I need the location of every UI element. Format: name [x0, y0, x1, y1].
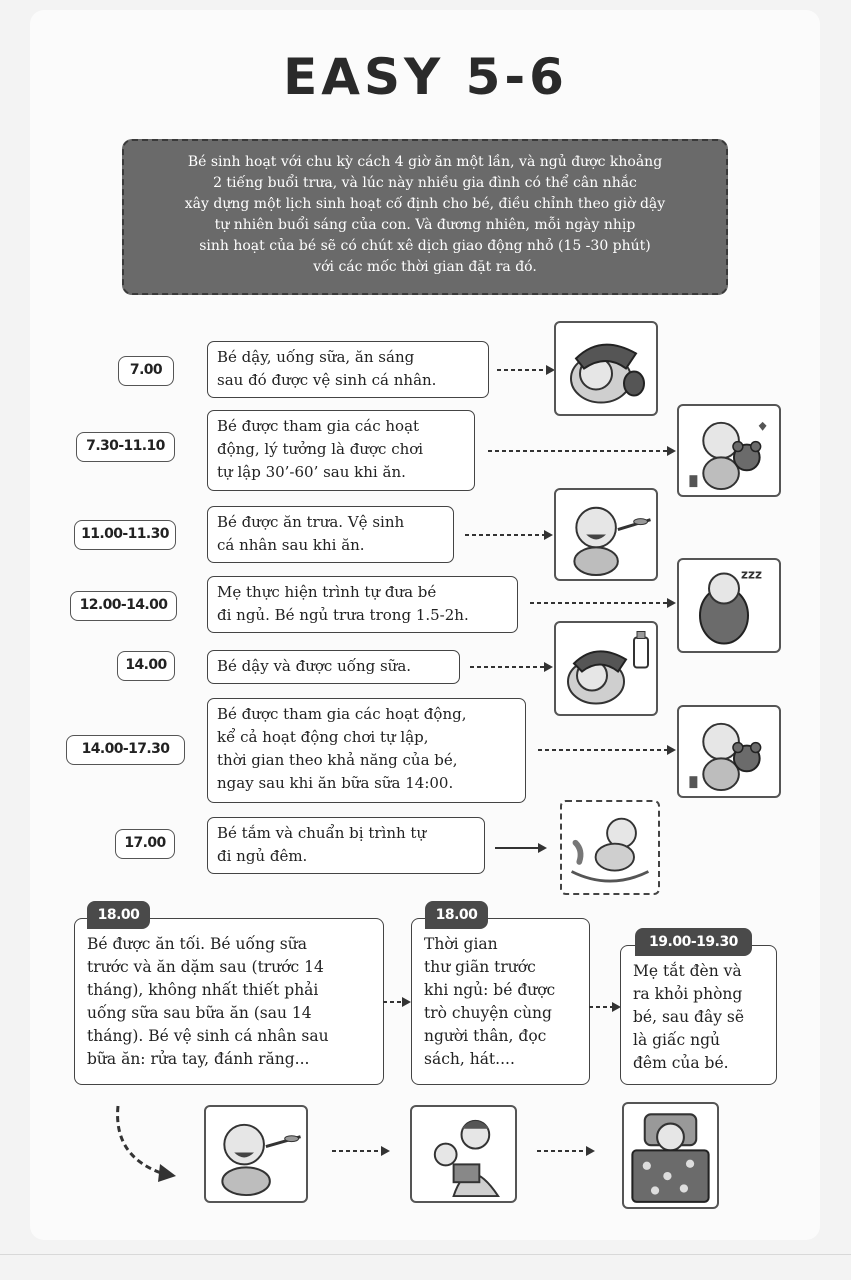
svg-text:zzz: zzz	[741, 567, 762, 582]
illustration-baby-with-milk-bottle	[554, 621, 658, 716]
dashed-arrow-5	[470, 660, 555, 674]
dashed-arrow-11	[537, 1144, 597, 1158]
activity-box-7: Bé tắm và chuẩn bị trình tự đi ngủ đêm.	[207, 817, 485, 874]
illustration-baby-playing-with-teddy-2	[677, 705, 781, 798]
activity-box-3: Bé được ăn trưa. Vệ sinh cá nhân sau khi ăn.	[207, 506, 454, 563]
illustration-baby-playing-with-teddy	[677, 404, 781, 497]
illustration-baby-sleeping	[677, 558, 781, 653]
illustration-baby-eating-dinner	[204, 1105, 308, 1203]
time-badge-1: 7.00	[118, 356, 174, 386]
time-badge-2: 7.30-11.10	[76, 432, 175, 462]
divider	[0, 1254, 851, 1255]
evening-box-2: Thời gian thư giãn trước khi ngủ: bé được trò chuyện cùng người thân, đọc sách, hát....	[411, 918, 590, 1085]
time-badge-4: 12.00-14.00	[70, 591, 177, 621]
activity-box-5: Bé dậy và được uống sữa.	[207, 650, 460, 684]
page-title: EASY 5-6	[283, 48, 568, 106]
dashed-arrow-6	[538, 743, 678, 757]
illustration-mother-reading-to-baby	[410, 1105, 517, 1203]
illustration-baby-eating	[554, 488, 658, 581]
evening-time-tag-1: 18.00	[87, 901, 150, 929]
activity-box-4: Mẹ thực hiện trình tự đưa bé đi ngủ. Bé ngủ trưa trong 1.5-2h.	[207, 576, 518, 633]
illustration-baby-asleep-in-bed	[622, 1102, 719, 1209]
evening-time-tag-3: 19.00-19.30	[635, 928, 752, 956]
time-badge-6: 14.00-17.30	[66, 735, 185, 765]
time-badge-5: 14.00	[117, 651, 175, 681]
dashed-arrow-8	[383, 995, 413, 1009]
dashed-arrow-9	[589, 1000, 623, 1014]
solid-arrow-7	[495, 841, 549, 855]
illustration-baby-drinking-bottle	[554, 321, 658, 416]
activity-box-6: Bé được tham gia các hoạt động, kể cả hoạt động chơi tự lập, thời gian theo khả năng của bé, ngay sau khi ăn bữa sữa 14:00.	[207, 698, 526, 803]
activity-box-1: Bé dậy, uống sữa, ăn sáng sau đó được vệ sinh cá nhân.	[207, 341, 489, 398]
dashed-arrow-10	[332, 1144, 392, 1158]
illustration-baby-bathing	[560, 800, 660, 895]
evening-box-3: Mẹ tắt đèn và ra khỏi phòng bé, sau đây sẽ là giấc ngủ đêm của bé.	[620, 945, 777, 1085]
intro-box: Bé sinh hoạt với chu kỳ cách 4 giờ ăn một lần, và ngủ được khoảng 2 tiếng buổi trưa, và lúc này nhiều gia đình có thể cân nhắc xây dựng một lịch sinh hoạt cố định cho bé, điều chỉnh theo giờ dậy tự nhiên buổi sáng của con. Và đương nhiên, mỗi ngày nhịp sinh hoạt của bé sẽ có chút xê dịch giao động nhỏ (15 -30 phút) với các mốc thời gian đặt ra đó.	[122, 139, 728, 295]
evening-time-tag-2: 18.00	[425, 901, 488, 929]
dashed-arrow-2	[488, 444, 678, 458]
curved-dashed-arrow	[108, 1102, 184, 1182]
dashed-arrow-4	[530, 596, 678, 610]
time-badge-7: 17.00	[115, 829, 175, 859]
evening-box-1: Bé được ăn tối. Bé uống sữa trước và ăn dặm sau (trước 14 tháng), không nhất thiết phải uống sữa sau bữa ăn (sau 14 tháng). Bé vệ sinh cá nhân sau bữa ăn: rửa tay, đánh răng...	[74, 918, 384, 1085]
dashed-arrow-3	[465, 528, 555, 542]
time-badge-3: 11.00-11.30	[74, 520, 176, 550]
activity-box-2: Bé được tham gia các hoạt động, lý tưởng là được chơi tự lập 30’-60’ sau khi ăn.	[207, 410, 475, 491]
dashed-arrow-1	[497, 363, 557, 377]
